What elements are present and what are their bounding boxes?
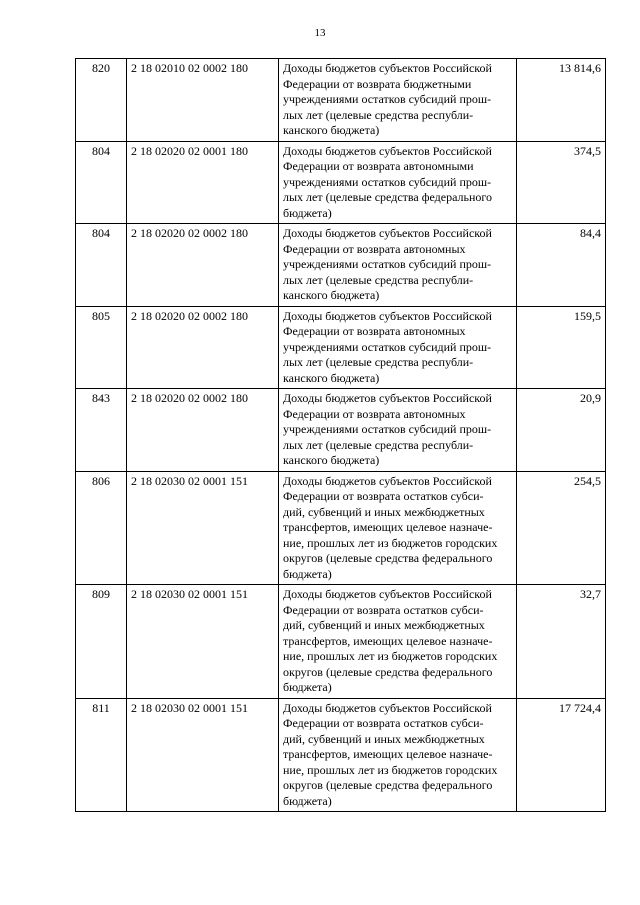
table-row <box>76 471 606 585</box>
admin-code-cell: 806 <box>76 471 127 585</box>
amount-cell: 32,7 <box>517 585 606 699</box>
budget-code-cell: 2 18 02010 02 0002 180 <box>127 59 279 142</box>
budget-code-cell: 2 18 02020 02 0002 180 <box>127 224 279 307</box>
budget-code-cell: 2 18 02030 02 0001 151 <box>127 471 279 585</box>
admin-code-cell: 811 <box>76 698 127 812</box>
admin-code-cell: 843 <box>76 389 127 472</box>
description-cell: Доходы бюджетов субъектов Российской Федерации от возврата автономных учреждениями остатков субсидий прош- лых лет (целевые средства республи- канского бюджета) <box>279 389 517 472</box>
amount-cell: 374,5 <box>517 141 606 224</box>
table-row <box>76 698 606 812</box>
table-row <box>76 59 606 142</box>
table-row <box>76 224 606 307</box>
description-cell: Доходы бюджетов субъектов Российской Федерации от возврата остатков субси- дий, субвенций и иных межбюджетных трансфертов, имеющих целевое назначе- ние, прошлых лет из бюджетов городских округов (целевые средства федерального бюджета) <box>279 471 517 585</box>
amount-cell: 13 814,6 <box>517 59 606 142</box>
table-row <box>76 141 606 224</box>
amount-cell: 254,5 <box>517 471 606 585</box>
admin-code-cell: 809 <box>76 585 127 699</box>
amount-cell: 84,4 <box>517 224 606 307</box>
description-cell: Доходы бюджетов субъектов Российской Федерации от возврата остатков субси- дий, субвенций и иных межбюджетных трансфертов, имеющих целевое назначе- ние, прошлых лет из бюджетов городских округов (целевые средства федерального бюджета) <box>279 585 517 699</box>
table-row <box>76 585 606 699</box>
budget-code-cell: 2 18 02020 02 0002 180 <box>127 306 279 389</box>
description-cell: Доходы бюджетов субъектов Российской Федерации от возврата бюджетными учреждениями остатков субсидий прош- лых лет (целевые средства республи- канского бюджета) <box>279 59 517 142</box>
admin-code-cell: 820 <box>76 59 127 142</box>
page-number: 13 <box>314 27 326 39</box>
description-cell: Доходы бюджетов субъектов Российской Федерации от возврата автономных учреждениями остатков субсидий прош- лых лет (целевые средства республи- канского бюджета) <box>279 224 517 307</box>
description-cell: Доходы бюджетов субъектов Российской Федерации от возврата автономных учреждениями остатков субсидий прош- лых лет (целевые средства республи- канского бюджета) <box>279 306 517 389</box>
amount-cell: 20,9 <box>517 389 606 472</box>
budget-code-cell: 2 18 02020 02 0001 180 <box>127 141 279 224</box>
revenue-table <box>75 58 606 812</box>
budget-code-cell: 2 18 02030 02 0001 151 <box>127 698 279 812</box>
budget-code-cell: 2 18 02030 02 0001 151 <box>127 585 279 699</box>
amount-cell: 159,5 <box>517 306 606 389</box>
table-row <box>76 306 606 389</box>
description-cell: Доходы бюджетов субъектов Российской Федерации от возврата автономными учреждениями остатков субсидий прош- лых лет (целевые средства федерального бюджета) <box>279 141 517 224</box>
budget-code-cell: 2 18 02020 02 0002 180 <box>127 389 279 472</box>
table-row <box>76 389 606 472</box>
description-cell: Доходы бюджетов субъектов Российской Федерации от возврата остатков субси- дий, субвенций и иных межбюджетных трансфертов, имеющих целевое назначе- ние, прошлых лет из бюджетов городских округов (целевые средства федерального бюджета) <box>279 698 517 812</box>
admin-code-cell: 805 <box>76 306 127 389</box>
amount-cell: 17 724,4 <box>517 698 606 812</box>
admin-code-cell: 804 <box>76 141 127 224</box>
admin-code-cell: 804 <box>76 224 127 307</box>
